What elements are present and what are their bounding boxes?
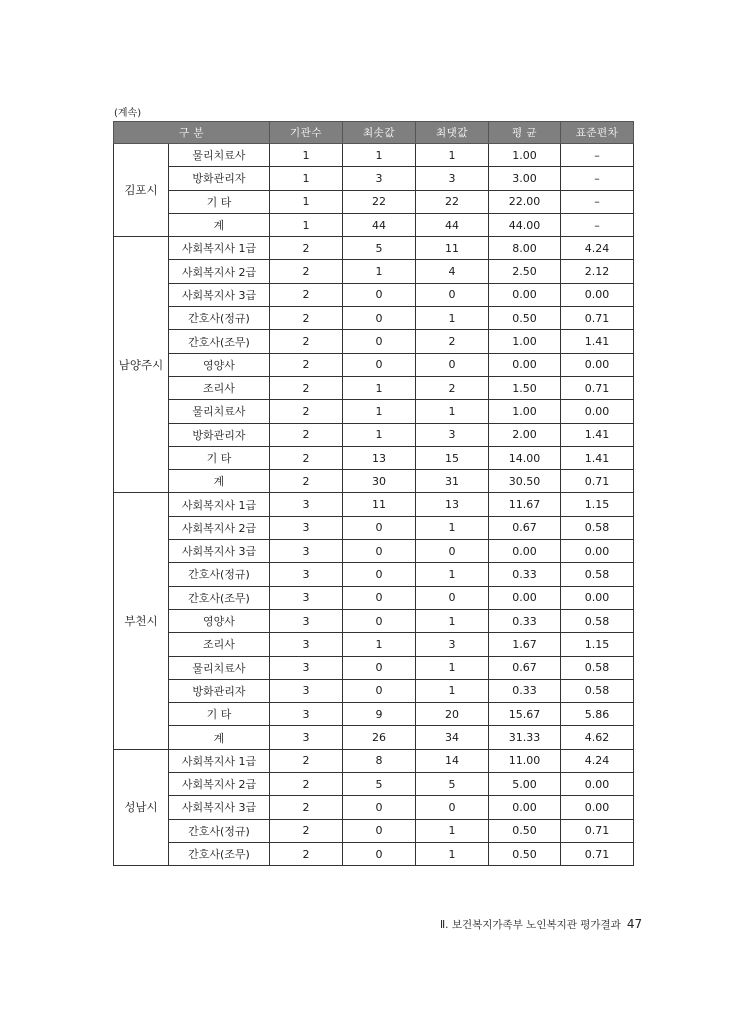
max-cell: 1 <box>416 144 489 167</box>
category-cell: 사회복지사 1급 <box>169 493 270 516</box>
count-cell: 3 <box>270 609 343 632</box>
min-cell: 8 <box>343 749 416 772</box>
category-cell: 영양사 <box>169 353 270 376</box>
category-cell: 사회복지사 1급 <box>169 749 270 772</box>
table-row <box>114 796 634 819</box>
table-header-row <box>114 122 634 144</box>
category-cell: 계 <box>169 726 270 749</box>
min-cell: 0 <box>343 283 416 306</box>
table-row <box>114 749 634 772</box>
category-cell: 사회복지사 1급 <box>169 237 270 260</box>
table-row <box>114 190 634 213</box>
sd-cell: 0.00 <box>561 540 634 563</box>
min-cell: 0 <box>343 796 416 819</box>
category-cell: 사회복지사 3급 <box>169 540 270 563</box>
mean-cell: 0.00 <box>489 540 561 563</box>
sd-cell: 1.41 <box>561 423 634 446</box>
max-cell: 1 <box>416 842 489 865</box>
count-cell: 2 <box>270 470 343 493</box>
sd-cell: 0.71 <box>561 376 634 399</box>
mean-cell: 1.67 <box>489 633 561 656</box>
min-cell: 0 <box>343 819 416 842</box>
count-cell: 2 <box>270 353 343 376</box>
mean-cell: 0.50 <box>489 819 561 842</box>
sd-cell: 0.58 <box>561 563 634 586</box>
category-cell: 물리치료사 <box>169 656 270 679</box>
table-row <box>114 353 634 376</box>
category-cell: 물리치료사 <box>169 400 270 423</box>
category-cell: 방화관리자 <box>169 423 270 446</box>
table-row <box>114 167 634 190</box>
table-row <box>114 679 634 702</box>
header-max: 최댓값 <box>416 122 489 144</box>
mean-cell: 3.00 <box>489 167 561 190</box>
min-cell: 0 <box>343 609 416 632</box>
header-count: 기관수 <box>270 122 343 144</box>
category-cell: 간호사(정규) <box>169 563 270 586</box>
min-cell: 1 <box>343 400 416 423</box>
table-row <box>114 703 634 726</box>
mean-cell: 1.00 <box>489 144 561 167</box>
count-cell: 3 <box>270 703 343 726</box>
min-cell: 0 <box>343 679 416 702</box>
mean-cell: 0.00 <box>489 586 561 609</box>
sd-cell: 0.00 <box>561 400 634 423</box>
category-cell: 기 타 <box>169 446 270 469</box>
category-cell: 영양사 <box>169 609 270 632</box>
table-row <box>114 400 634 423</box>
category-cell: 조리사 <box>169 633 270 656</box>
max-cell: 34 <box>416 726 489 749</box>
max-cell: 20 <box>416 703 489 726</box>
count-cell: 3 <box>270 656 343 679</box>
page-number: 47 <box>626 917 643 931</box>
category-cell: 사회복지사 2급 <box>169 773 270 796</box>
category-cell: 조리사 <box>169 376 270 399</box>
table-row <box>114 563 634 586</box>
mean-cell: 22.00 <box>489 190 561 213</box>
table-row <box>114 446 634 469</box>
sd-cell: 1.41 <box>561 330 634 353</box>
category-cell: 간호사(정규) <box>169 819 270 842</box>
sd-cell: – <box>561 190 634 213</box>
sd-cell: – <box>561 167 634 190</box>
min-cell: 0 <box>343 586 416 609</box>
count-cell: 2 <box>270 376 343 399</box>
table-row <box>114 423 634 446</box>
mean-cell: 0.00 <box>489 283 561 306</box>
table-body <box>114 144 634 866</box>
table-row <box>114 656 634 679</box>
table-row <box>114 773 634 796</box>
min-cell: 0 <box>343 353 416 376</box>
count-cell: 3 <box>270 540 343 563</box>
count-cell: 3 <box>270 563 343 586</box>
count-cell: 2 <box>270 237 343 260</box>
mean-cell: 0.00 <box>489 353 561 376</box>
table-row <box>114 237 634 260</box>
table-row <box>114 516 634 539</box>
category-cell: 사회복지사 2급 <box>169 516 270 539</box>
max-cell: 5 <box>416 773 489 796</box>
max-cell: 1 <box>416 563 489 586</box>
region-cell: 성남시 <box>114 749 169 865</box>
table-row <box>114 586 634 609</box>
max-cell: 14 <box>416 749 489 772</box>
sd-cell: 4.24 <box>561 749 634 772</box>
sd-cell: 0.71 <box>561 470 634 493</box>
category-cell: 계 <box>169 213 270 236</box>
min-cell: 13 <box>343 446 416 469</box>
category-cell: 물리치료사 <box>169 144 270 167</box>
sd-cell: 0.58 <box>561 609 634 632</box>
min-cell: 26 <box>343 726 416 749</box>
min-cell: 11 <box>343 493 416 516</box>
min-cell: 0 <box>343 330 416 353</box>
min-cell: 0 <box>343 307 416 330</box>
mean-cell: 0.50 <box>489 842 561 865</box>
max-cell: 1 <box>416 400 489 423</box>
max-cell: 2 <box>416 330 489 353</box>
mean-cell: 5.00 <box>489 773 561 796</box>
staff-statistics-table <box>113 121 634 866</box>
sd-cell: 0.00 <box>561 353 634 376</box>
count-cell: 3 <box>270 586 343 609</box>
mean-cell: 0.33 <box>489 609 561 632</box>
mean-cell: 15.67 <box>489 703 561 726</box>
category-cell: 방화관리자 <box>169 679 270 702</box>
min-cell: 0 <box>343 656 416 679</box>
category-cell: 기 타 <box>169 190 270 213</box>
mean-cell: 0.67 <box>489 516 561 539</box>
min-cell: 0 <box>343 563 416 586</box>
count-cell: 3 <box>270 633 343 656</box>
mean-cell: 14.00 <box>489 446 561 469</box>
max-cell: 31 <box>416 470 489 493</box>
mean-cell: 0.50 <box>489 307 561 330</box>
footer-text: Ⅱ. 보건복지가족부 노인복지관 평가결과 <box>440 919 621 931</box>
table-row <box>114 307 634 330</box>
mean-cell: 1.50 <box>489 376 561 399</box>
page-footer <box>440 917 642 932</box>
max-cell: 1 <box>416 307 489 330</box>
mean-cell: 30.50 <box>489 470 561 493</box>
max-cell: 2 <box>416 376 489 399</box>
max-cell: 13 <box>416 493 489 516</box>
table-row <box>114 213 634 236</box>
mean-cell: 1.00 <box>489 400 561 423</box>
table-row <box>114 283 634 306</box>
mean-cell: 0.00 <box>489 796 561 819</box>
sd-cell: 1.15 <box>561 633 634 656</box>
table-row <box>114 609 634 632</box>
max-cell: 0 <box>416 353 489 376</box>
sd-cell: 1.41 <box>561 446 634 469</box>
sd-cell: 4.24 <box>561 237 634 260</box>
category-cell: 방화관리자 <box>169 167 270 190</box>
count-cell: 2 <box>270 796 343 819</box>
sd-cell: 1.15 <box>561 493 634 516</box>
sd-cell: 0.58 <box>561 656 634 679</box>
table-row <box>114 260 634 283</box>
count-cell: 2 <box>270 330 343 353</box>
count-cell: 3 <box>270 679 343 702</box>
count-cell: 3 <box>270 516 343 539</box>
category-cell: 간호사(정규) <box>169 307 270 330</box>
mean-cell: 11.67 <box>489 493 561 516</box>
mean-cell: 0.67 <box>489 656 561 679</box>
category-cell: 간호사(조무) <box>169 586 270 609</box>
mean-cell: 1.00 <box>489 330 561 353</box>
max-cell: 11 <box>416 237 489 260</box>
table-row <box>114 144 634 167</box>
count-cell: 3 <box>270 493 343 516</box>
max-cell: 0 <box>416 586 489 609</box>
count-cell: 3 <box>270 726 343 749</box>
min-cell: 3 <box>343 167 416 190</box>
min-cell: 22 <box>343 190 416 213</box>
max-cell: 1 <box>416 819 489 842</box>
header-category: 구 분 <box>114 122 270 144</box>
sd-cell: 0.00 <box>561 773 634 796</box>
max-cell: 0 <box>416 283 489 306</box>
max-cell: 3 <box>416 423 489 446</box>
table-row <box>114 842 634 865</box>
category-cell: 사회복지사 3급 <box>169 283 270 306</box>
min-cell: 44 <box>343 213 416 236</box>
mean-cell: 2.50 <box>489 260 561 283</box>
count-cell: 1 <box>270 190 343 213</box>
sd-cell: 4.62 <box>561 726 634 749</box>
region-cell: 김포시 <box>114 144 169 237</box>
max-cell: 22 <box>416 190 489 213</box>
mean-cell: 11.00 <box>489 749 561 772</box>
table-row <box>114 376 634 399</box>
category-cell: 간호사(조무) <box>169 842 270 865</box>
max-cell: 1 <box>416 656 489 679</box>
count-cell: 2 <box>270 283 343 306</box>
count-cell: 1 <box>270 144 343 167</box>
table-row <box>114 726 634 749</box>
category-cell: 간호사(조무) <box>169 330 270 353</box>
max-cell: 3 <box>416 633 489 656</box>
sd-cell: 0.00 <box>561 283 634 306</box>
sd-cell: 0.71 <box>561 842 634 865</box>
mean-cell: 0.33 <box>489 563 561 586</box>
table-row <box>114 819 634 842</box>
count-cell: 2 <box>270 819 343 842</box>
mean-cell: 2.00 <box>489 423 561 446</box>
sd-cell: – <box>561 144 634 167</box>
sd-cell: 0.58 <box>561 516 634 539</box>
min-cell: 1 <box>343 423 416 446</box>
count-cell: 1 <box>270 167 343 190</box>
header-min: 최솟값 <box>343 122 416 144</box>
max-cell: 1 <box>416 516 489 539</box>
count-cell: 2 <box>270 400 343 423</box>
min-cell: 1 <box>343 376 416 399</box>
max-cell: 0 <box>416 540 489 563</box>
sd-cell: 0.00 <box>561 796 634 819</box>
min-cell: 30 <box>343 470 416 493</box>
count-cell: 2 <box>270 842 343 865</box>
mean-cell: 31.33 <box>489 726 561 749</box>
sd-cell: 5.86 <box>561 703 634 726</box>
min-cell: 0 <box>343 842 416 865</box>
sd-cell: – <box>561 213 634 236</box>
max-cell: 3 <box>416 167 489 190</box>
max-cell: 0 <box>416 796 489 819</box>
min-cell: 1 <box>343 144 416 167</box>
sd-cell: 2.12 <box>561 260 634 283</box>
header-sd: 표준편차 <box>561 122 634 144</box>
max-cell: 44 <box>416 213 489 236</box>
sd-cell: 0.58 <box>561 679 634 702</box>
continued-label: (계속) <box>114 108 142 119</box>
count-cell: 1 <box>270 213 343 236</box>
max-cell: 4 <box>416 260 489 283</box>
region-cell: 남양주시 <box>114 237 169 493</box>
min-cell: 1 <box>343 633 416 656</box>
min-cell: 1 <box>343 260 416 283</box>
table-row <box>114 633 634 656</box>
category-cell: 기 타 <box>169 703 270 726</box>
table-row <box>114 493 634 516</box>
count-cell: 2 <box>270 260 343 283</box>
mean-cell: 8.00 <box>489 237 561 260</box>
min-cell: 9 <box>343 703 416 726</box>
table-row <box>114 540 634 563</box>
mean-cell: 0.33 <box>489 679 561 702</box>
category-cell: 사회복지사 2급 <box>169 260 270 283</box>
max-cell: 1 <box>416 679 489 702</box>
sd-cell: 0.00 <box>561 586 634 609</box>
category-cell: 사회복지사 3급 <box>169 796 270 819</box>
min-cell: 5 <box>343 773 416 796</box>
min-cell: 5 <box>343 237 416 260</box>
mean-cell: 44.00 <box>489 213 561 236</box>
count-cell: 2 <box>270 749 343 772</box>
table-row <box>114 470 634 493</box>
sd-cell: 0.71 <box>561 819 634 842</box>
header-mean: 평 균 <box>489 122 561 144</box>
count-cell: 2 <box>270 307 343 330</box>
count-cell: 2 <box>270 773 343 796</box>
min-cell: 0 <box>343 516 416 539</box>
count-cell: 2 <box>270 446 343 469</box>
count-cell: 2 <box>270 423 343 446</box>
sd-cell: 0.71 <box>561 307 634 330</box>
max-cell: 1 <box>416 609 489 632</box>
max-cell: 15 <box>416 446 489 469</box>
category-cell: 계 <box>169 470 270 493</box>
table-row <box>114 330 634 353</box>
region-cell: 부천시 <box>114 493 169 749</box>
min-cell: 0 <box>343 540 416 563</box>
